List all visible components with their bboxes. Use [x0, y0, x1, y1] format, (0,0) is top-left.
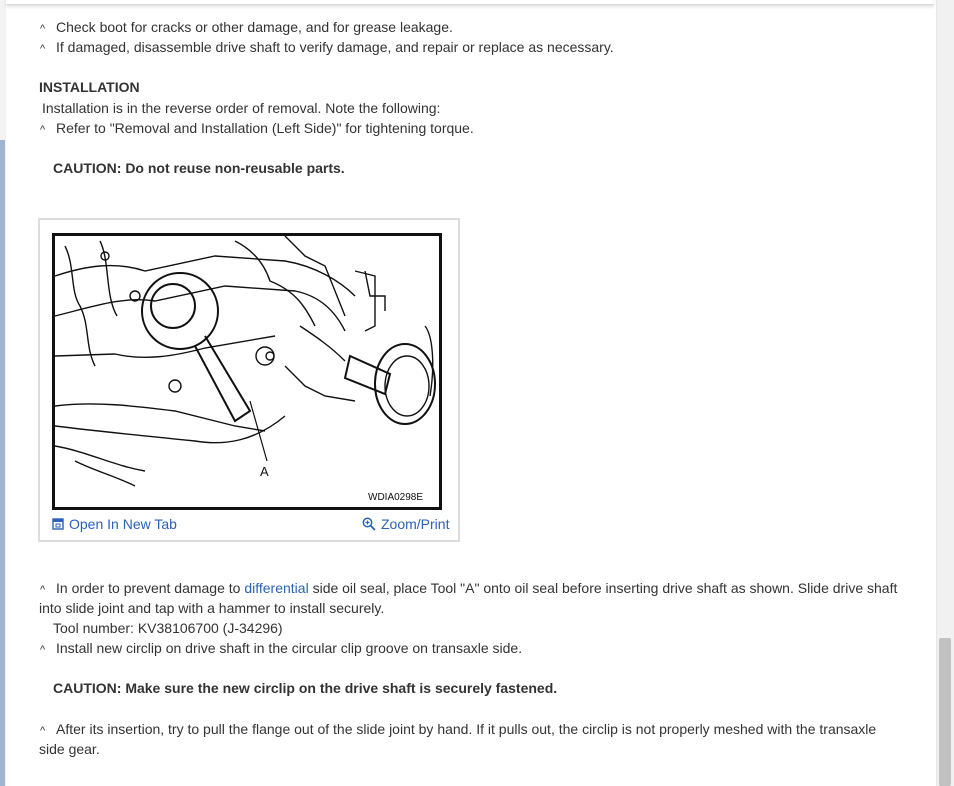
drive-shaft-drawing [55, 236, 439, 507]
figure-illustration [52, 233, 442, 510]
left-edge-strip [0, 0, 6, 786]
vertical-scrollbar-thumb[interactable] [939, 638, 951, 786]
bullet-caret: ^ [40, 124, 46, 136]
bullet-tightening-torque: ^ Refer to "Removal and Installation (Left Side)" for tightening torque. [40, 118, 474, 140]
figure-card [38, 218, 460, 542]
bullet-if-damaged: ^ If damaged, disassemble drive shaft to verify damage, and repair or replace as necessary. [40, 37, 614, 59]
open-tab-icon [52, 518, 64, 530]
bullet-caret: ^ [40, 43, 46, 55]
top-panel-edge [6, 0, 934, 5]
figure-code: WDIA0298E [368, 492, 424, 503]
bullet-install-circlip: ^ Install new circlip on drive shaft in the circular clip groove on transaxle side. [40, 638, 522, 660]
bullet-caret: ^ [40, 644, 46, 656]
bullet-prevent-damage: ^ In order to prevent damage to differential side oil seal, place Tool "A" onto oil seal before inserting drive shaft as shown. Slide drive shaft [40, 578, 897, 600]
after-insertion-continued: side gear. [39, 741, 100, 757]
magnifier-icon [362, 517, 376, 531]
caution-circlip: CAUTION: Make sure the new circlip on the drive shaft is securely fastened. [53, 680, 558, 696]
differential-link[interactable]: differential [244, 580, 309, 596]
zoom-print-link[interactable]: Zoom/Print [362, 516, 449, 532]
installation-intro: Installation is in the reverse order of removal. Note the following: [42, 100, 441, 116]
prevent-damage-continued: into slide joint and tap with a hammer to install securely. [39, 600, 385, 616]
tool-number: Tool number: KV38106700 (J-34296) [53, 620, 283, 636]
bullet-after-insertion: ^ After its insertion, try to pull the flange out of the slide joint by hand. If it pulls out, the circlip is not properly meshed with the transaxle [40, 719, 876, 741]
open-in-new-tab-link[interactable]: Open In New Tab [52, 516, 177, 532]
bullet-caret: ^ [40, 725, 46, 737]
bullet-check-boot: ^ Check boot for cracks or other damage, and for grease leakage. [40, 17, 453, 39]
bullet-caret: ^ [40, 584, 46, 596]
caution-nonreusable: CAUTION: Do not reuse non-reusable parts. [53, 160, 345, 176]
bullet-caret: ^ [40, 23, 46, 35]
installation-heading: INSTALLATION [39, 79, 140, 95]
figure-label-a: A [260, 464, 269, 479]
